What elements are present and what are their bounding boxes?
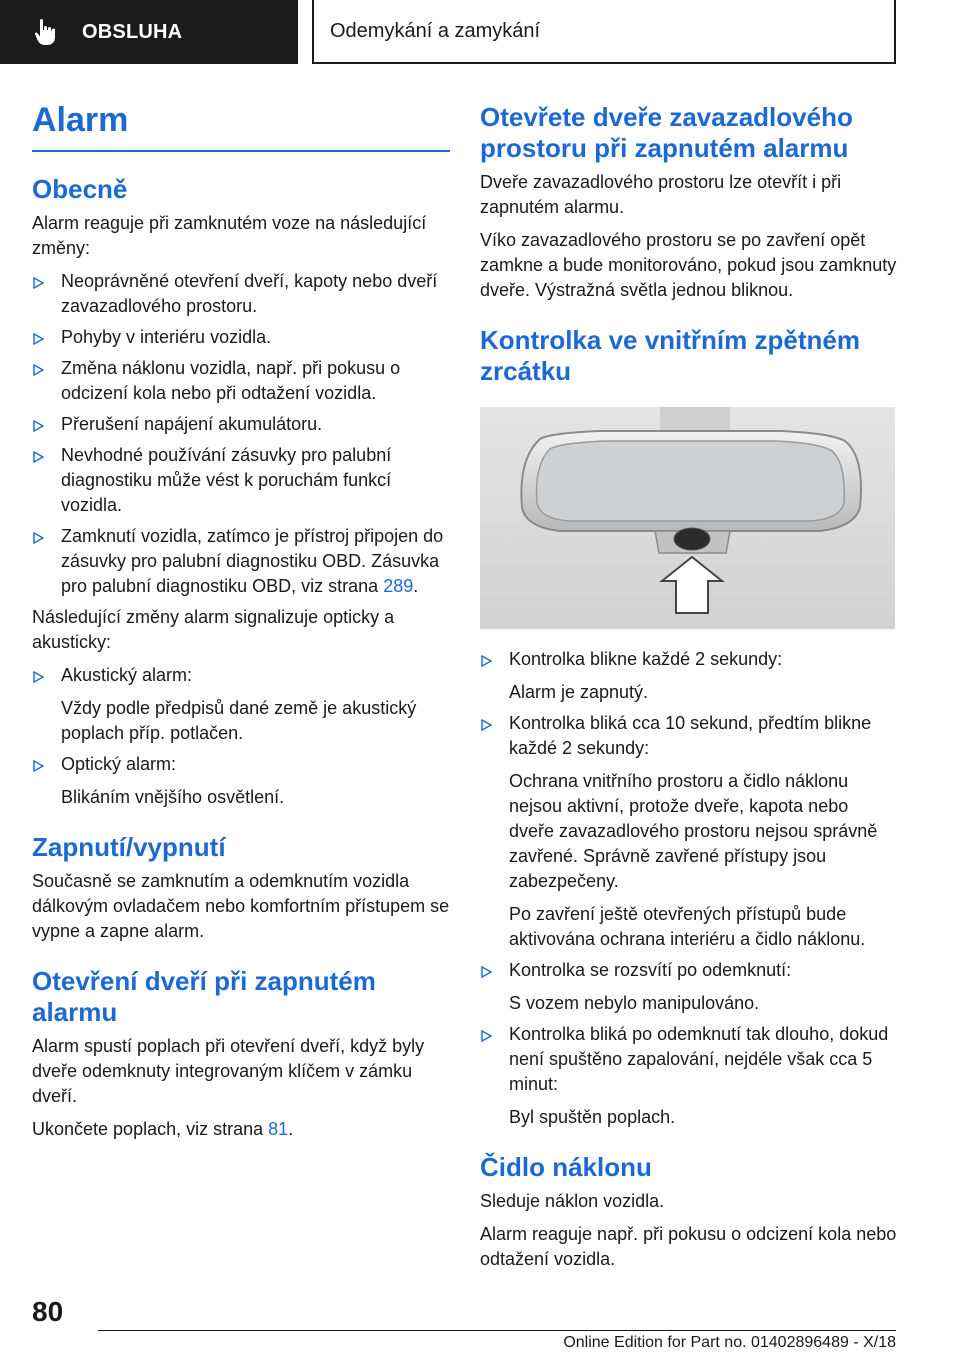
- left-column: [32, 96, 450, 1150]
- paragraph-text: Ukončete poplach, viz strana: [32, 1119, 264, 1139]
- paragraph: Dveře zavazadlového prostoru lze otevřít i při zapnutém alarmu.: [480, 172, 842, 217]
- footer-divider: [98, 1330, 896, 1331]
- hand-icon: [34, 18, 74, 46]
- list-item-text: Kontrolka se rozsvítí po odemknutí:: [509, 960, 792, 980]
- list-item-text: Neoprávněné otevření dveří, kapoty nebo dveří zavazadlového prostoru.: [61, 271, 438, 316]
- list-item: [32, 269, 450, 319]
- list-item: [32, 412, 450, 437]
- right-column: [480, 96, 898, 1280]
- paragraph: Alarm reaguje při zamknutém voze na následující změny:: [32, 213, 427, 258]
- list-item-text: Nevhodné používání zásuvky pro palubní diagnostiku může vést k poruchám funkcí vozidla.: [61, 445, 392, 515]
- heading-door-open-alarm: Otevření dveří při zapnutém alarmu: [32, 966, 376, 1027]
- list-item: [32, 325, 450, 350]
- list-item-text-body: Zamknutí vozidla, zatímco je přístroj připojen do zásuvky pro palubní diagnostiku OBD. Zásuvka pro palubní diagnostiku OBD, viz strana: [61, 526, 444, 596]
- paragraph: Alarm reaguje např. při pokusu o odcizení kola nebo odtažení vozidla.: [480, 1224, 897, 1269]
- list-item-text: Kontrolka blikne každé 2 sekundy:: [509, 649, 783, 669]
- page-link-289[interactable]: 289: [383, 576, 414, 596]
- list-item-detail: Byl spuštěn poplach.: [509, 1107, 676, 1127]
- chapter-title: Odemykání a zamykání: [330, 19, 541, 42]
- bullet-triangle-icon: [33, 531, 44, 549]
- page-number: 80: [32, 1296, 64, 1327]
- paragraph: Sleduje náklon vozidla.: [480, 1191, 665, 1211]
- bullet-triangle-icon: [33, 759, 44, 777]
- paragraph: Alarm spustí poplach při otevření dveří, když byly dveře odemknuty integrovaným klíčem v zámku dveří.: [32, 1036, 425, 1106]
- list-item-detail: Ochrana vnitřního prostoru a čidlo náklonu nejsou aktivní, protože dveře, kapota nebo dveře zavazadlového prostoru nejsou správně zavřené. Správně zavřené přístupy jsou zabezpečeny.: [509, 771, 878, 891]
- heading-mirror-indicator: Kontrolka ve vnitřním zpětném zrcátku: [480, 325, 860, 386]
- bullet-triangle-icon: [33, 670, 44, 688]
- heading-trunk-open: Otevřete dveře zavazadlového prostoru při zapnutém alarmu: [480, 102, 853, 163]
- list-item: [32, 356, 450, 406]
- list-item-text: Akustický alarm:: [61, 665, 193, 685]
- paragraph: Současně se zamknutím a odemknutím vozidla dálkovým ovladačem nebo komfortním přístupem se vypne a zapne alarm.: [32, 871, 450, 941]
- bullet-triangle-icon: [33, 450, 44, 468]
- list-item-detail: Po zavření ještě otevřených přístupů bude aktivována ochrana interiéru a čidlo náklonu.: [509, 904, 866, 949]
- list-item: [480, 647, 898, 705]
- bullet-triangle-icon: [33, 276, 44, 294]
- list-item-detail: Alarm je zapnutý.: [509, 682, 649, 702]
- section-label: OBSLUHA: [82, 20, 183, 43]
- page-title: Alarm: [32, 100, 450, 152]
- bullet-triangle-icon: [481, 1029, 492, 1047]
- bullet-triangle-icon: [33, 419, 44, 437]
- chapter-header: [312, 0, 896, 64]
- section-tab: [0, 0, 298, 64]
- list-item-detail: Blikáním vnějšího osvětlení.: [61, 787, 285, 807]
- list-item-text: Kontrolka bliká cca 10 sekund, předtím blikne každé 2 sekundy:: [509, 713, 872, 758]
- list-item-text: Zamknutí vozidla, zatímco je přístroj připojen do zásuvky pro palubní diagnostiku OBD. Zásuvka pro palubní diagnostiku OBD, viz strana 289.: [61, 526, 444, 596]
- heading-tilt-sensor: Čidlo náklonu: [480, 1152, 652, 1182]
- list-item: [480, 711, 898, 952]
- rearview-mirror-illustration: [480, 407, 895, 629]
- heading-general: Obecně: [32, 174, 128, 204]
- list-item: [32, 752, 450, 810]
- list-item-text: Pohyby v interiéru vozidla.: [61, 327, 272, 347]
- bullet-triangle-icon: [33, 332, 44, 350]
- bullet-triangle-icon: [481, 654, 492, 672]
- bullet-triangle-icon: [481, 718, 492, 736]
- list-item-text: Optický alarm:: [61, 754, 177, 774]
- bullet-triangle-icon: [481, 965, 492, 983]
- list-item-detail: S vozem nebylo manipulováno.: [509, 993, 760, 1013]
- list-item: [32, 524, 450, 599]
- heading-on-off: Zapnutí/vypnutí: [32, 832, 226, 862]
- list-item-text: Kontrolka bliká po odemknutí tak dlouho, dokud není spuštěno zapalování, nejdéle však cca 5 minut:: [509, 1024, 889, 1094]
- list-item: [480, 958, 898, 1016]
- page-link-81[interactable]: 81: [268, 1119, 289, 1139]
- paragraph: Následující změny alarm signalizuje opticky a akusticky:: [32, 607, 395, 652]
- paragraph: Víko zavazadlového prostoru se po zavření opět zamkne a bude monitorováno, pokud jsou zamknuty dveře. Výstražná světla jednou bliknou.: [480, 230, 897, 300]
- list-item-detail: Vždy podle předpisů dané země je akustický poplach příp. potlačen.: [61, 698, 417, 743]
- list-item-text: Přerušení napájení akumulátoru.: [61, 414, 323, 434]
- list-item: [480, 1022, 898, 1130]
- list-item-text: Změna náklonu vozidla, např. při pokusu o odcizení kola nebo při odtažení vozidla.: [61, 358, 401, 403]
- list-item: [32, 443, 450, 518]
- list-item: [32, 663, 450, 746]
- footer-edition: Online Edition for Part no. 01402896489 - X/18: [563, 1334, 896, 1351]
- bullet-triangle-icon: [33, 363, 44, 381]
- paragraph: Ukončete poplach, viz strana 81.: [32, 1119, 294, 1139]
